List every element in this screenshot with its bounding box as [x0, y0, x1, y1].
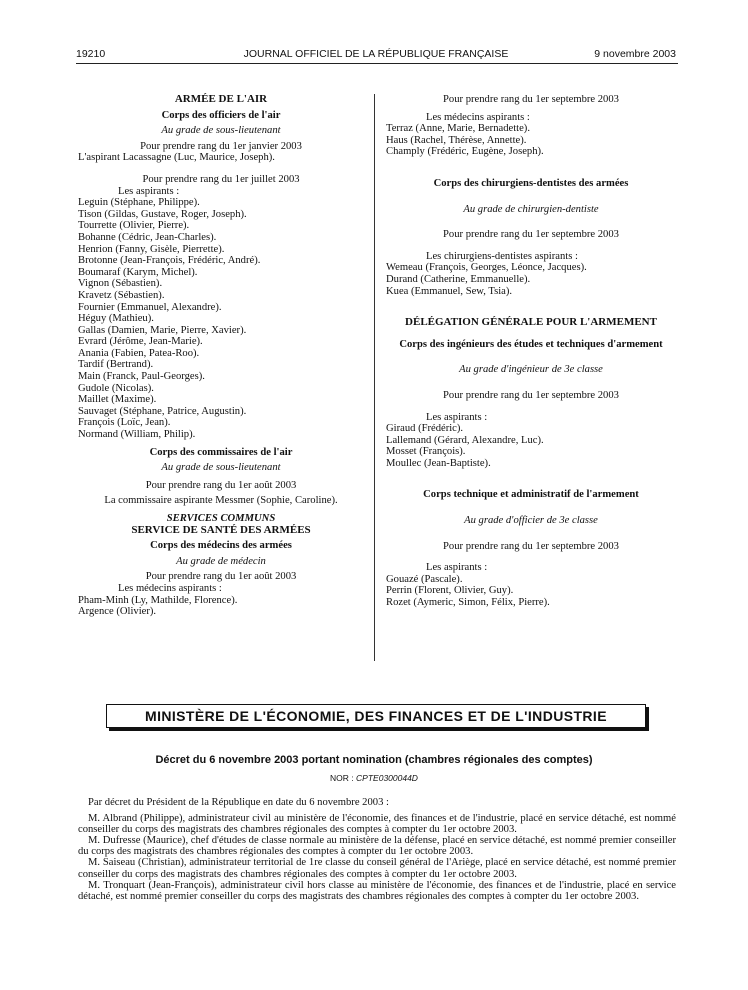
decree-paragraph: M. Albrand (Philippe), administrateur civil au ministère de l'économie, des finances et de l'industrie, placé en service détaché, est nommé conseiller du corps des magistrats des chambres régionales des comptes à compter du 1er octobre 2003.: [78, 813, 676, 836]
decree-paragraph: M. Dufresse (Maurice), chef d'études de classe normale au ministère de la défense, placé en service détaché, est nommé premier conseiller du corps des magistrats des chambres régionales des comptes à compter du 1er octobre 2003.: [78, 835, 676, 858]
grade-line: Au grade de sous-lieutenant: [161, 462, 281, 474]
rank-line: Pour prendre rang du 1er août 2003: [145, 479, 297, 491]
entry-line: L'aspirant Lacassagne (Luc, Maurice, Joseph).: [78, 152, 275, 164]
rank-line: Pour prendre rang du 1er septembre 2003: [443, 540, 619, 552]
corps-heading: Corps des ingénieurs des études et techniques d'armement: [399, 338, 663, 350]
list-item: Gouazé (Pascale).: [386, 573, 463, 585]
list-item: Vignon (Sébastien).: [78, 278, 163, 290]
list-item: Anania (Fabien, Patea-Roo).: [78, 347, 200, 359]
list-label: Les médecins aspirants :: [118, 582, 222, 594]
list-item: Evrard (Jérôme, Jean-Marie).: [78, 336, 203, 348]
list-item: Pham-Minh (Ly, Mathilde, Florence).: [78, 594, 238, 606]
grade-line: Au grade de chirurgien-dentiste: [463, 203, 599, 215]
list-item: Bohanne (Cédric, Jean-Charles).: [78, 231, 217, 243]
list-item: Kravetz (Sébastien).: [78, 289, 165, 301]
list-item: Giraud (Frédéric).: [386, 423, 464, 435]
page-header: [76, 48, 676, 62]
list-item: Brotonne (Jean-François, Frédéric, André).: [78, 255, 261, 267]
rank-line: Pour prendre rang du 1er septembre 2003: [443, 229, 619, 241]
list-item: Fournier (Emmanuel, Alexandre).: [78, 301, 222, 313]
list-item: Gudole (Nicolas).: [78, 382, 154, 394]
grade-line: Au grade d'officier de 3e classe: [464, 515, 598, 527]
corps-heading: Corps technique et administratif de l'armement: [423, 489, 639, 501]
list-item: Tourrette (Olivier, Pierre).: [78, 220, 190, 232]
column-divider: [374, 94, 375, 661]
list-item: Haus (Rachel, Thérèse, Annette).: [386, 134, 527, 146]
issue-date: 9 novembre 2003: [594, 48, 676, 60]
list-item: Rozet (Aymeric, Simon, Félix, Pierre).: [386, 597, 550, 609]
services-communs-heading: SERVICES COMMUNS: [166, 513, 276, 524]
decree-title: Décret du 6 novembre 2003 portant nomination (chambres régionales des comptes): [155, 754, 593, 766]
list-item: Boumaraf (Karym, Michel).: [78, 266, 198, 278]
list-item: Gallas (Damien, Marie, Pierre, Xavier).: [78, 324, 247, 336]
list-item: Henrion (Fanny, Gisèle, Pierrette).: [78, 243, 225, 255]
list-item: Sauvaget (Stéphane, Patrice, Augustin).: [78, 405, 247, 417]
list-item: Wemeau (François, Georges, Léonce, Jacques).: [386, 262, 587, 274]
nor-label: NOR :: [330, 773, 354, 783]
left-column: [78, 94, 364, 618]
list-label: Les aspirants :: [118, 185, 180, 197]
list-item: Tison (Gildas, Gustave, Roger, Joseph).: [78, 208, 247, 220]
entry-line: La commissaire aspirante Messmer (Sophie, Caroline).: [104, 495, 338, 507]
rank-line: Pour prendre rang du 1er septembre 2003: [443, 94, 619, 105]
list-item: Maillet (Maxime).: [78, 394, 157, 406]
decree-paragraph: M. Saiseau (Christian), administrateur territorial de 1re classe du conseil général de l'Ariège, placé en service détaché, est nommé premier conseiller du corps des magistrats des chambres régionales des comptes à compter du 1er octobre 2003.: [78, 857, 676, 880]
page-number: 19210: [76, 48, 106, 60]
list-item: Argence (Olivier).: [78, 606, 157, 618]
rank-line: Pour prendre rang du 1er janvier 2003: [140, 140, 302, 152]
list-item: Tardif (Bertrand).: [78, 359, 154, 371]
list-item: Mosset (François).: [386, 446, 466, 458]
list-label: Les médecins aspirants :: [426, 111, 530, 123]
list-item: Durand (Catherine, Emmanuelle).: [386, 273, 531, 285]
list-item: Perrin (Florent, Olivier, Guy).: [386, 585, 514, 597]
list-item: Normand (William, Philip).: [78, 429, 196, 441]
right-column: [386, 94, 676, 609]
rank-line: Pour prendre rang du 1er août 2003: [145, 571, 297, 583]
list-item: Terraz (Anne, Marie, Bernadette).: [386, 123, 530, 135]
section-title-sante: SERVICE DE SANTÉ DES ARMÉES: [131, 523, 311, 536]
corps-heading: Corps des officiers de l'air: [161, 109, 281, 121]
section-title-armee-air: ARMÉE DE L'AIR: [174, 93, 268, 105]
list-item: Main (Franck, Paul-Georges).: [78, 371, 205, 383]
grade-line: Au grade d'ingénieur de 3e classe: [459, 364, 603, 376]
list-item: Kuea (Emmanuel, Sew, Tsia).: [386, 285, 513, 297]
names-list: [78, 197, 364, 440]
list-item: François (Loïc, Jean).: [78, 417, 171, 429]
decree-body: [78, 797, 676, 902]
journal-title: JOURNAL OFFICIEL DE LA RÉPUBLIQUE FRANÇAISE: [243, 48, 509, 60]
nor-reference: [0, 773, 748, 783]
list-item: Leguin (Stéphane, Philippe).: [78, 197, 200, 209]
list-item: Champly (Frédéric, Eugène, Joseph).: [386, 146, 544, 158]
ministry-title-box: MINISTÈRE DE L'ÉCONOMIE, DES FINANCES ET DE L'INDUSTRIE: [106, 704, 646, 728]
decree-paragraph: M. Tronquart (Jean-François), administrateur civil hors classe au ministère de l'économie, des finances et de l'industrie, placé en service détaché, est nommé premier conseiller du corps des magistrats des chambres régionales des comptes à compter du 1er octobre 2003.: [78, 879, 676, 902]
rank-line: Pour prendre rang du 1er septembre 2003: [443, 389, 619, 401]
list-item: Lallemand (Gérard, Alexandre, Luc).: [386, 434, 544, 446]
list-label: Les aspirants :: [426, 562, 488, 574]
list-label: Les chirurgiens-dentistes aspirants :: [426, 250, 578, 262]
list-item: Moullec (Jean-Baptiste).: [386, 457, 491, 469]
corps-heading: Corps des chirurgiens-dentistes des armées: [433, 177, 629, 189]
nor-code: CPTE0300044D: [356, 773, 418, 783]
section-title-dga: DÉLÉGATION GÉNÉRALE POUR L'ARMEMENT: [405, 316, 657, 329]
grade-line: Au grade de médecin: [176, 555, 266, 567]
decree-intro: Par décret du Président de la République en date du 6 novembre 2003 :: [88, 797, 389, 808]
grade-line: Au grade de sous-lieutenant: [161, 125, 281, 137]
rank-line: Pour prendre rang du 1er juillet 2003: [142, 173, 300, 185]
list-label: Les aspirants :: [426, 411, 488, 423]
header-rule: [76, 63, 678, 64]
corps-heading: Corps des commissaires de l'air: [149, 446, 293, 458]
corps-heading: Corps des médecins des armées: [150, 540, 292, 552]
list-item: Héguy (Mathieu).: [78, 313, 154, 325]
